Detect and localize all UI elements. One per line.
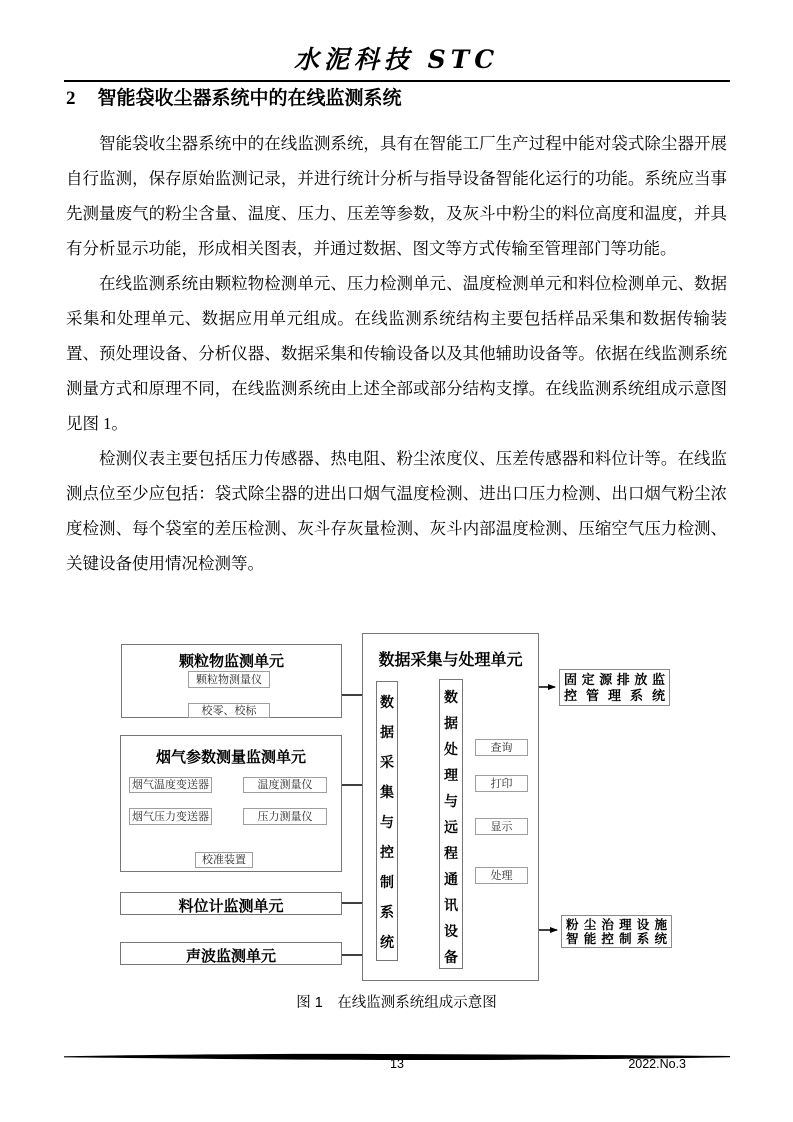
pressure-meter-box: 压力测量仪	[243, 808, 327, 825]
dust-control-line1: 粉尘治理设施	[566, 918, 667, 932]
body-text	[66, 126, 727, 581]
dust-control-system-box	[561, 915, 672, 948]
footer-issue: 2022.No.3	[628, 1057, 686, 1071]
calibration-device-box: 校准装置	[195, 852, 253, 868]
temp-transmitter-box: 烟气温度变送器	[129, 777, 212, 793]
output-print-box: 打印	[475, 775, 528, 792]
paragraph-3: 检测仪表主要包括压力传感器、热电阻、粉尘浓度仪、压差传感器和料位计等。在线监测点位至少应包括：袋式除尘器的进出口烟气温度检测、进出口压力检测、出口烟气粉尘浓度检测、每个袋室的差压检测、灰斗存灰量检测、灰斗内部温度检测、压缩空气压力检测、关键设备使用情况检测等。	[66, 449, 727, 573]
section-number: 2	[66, 88, 76, 109]
output-process-box: 处理	[475, 867, 528, 884]
data-processing-unit-title: 数据采集与处理单元	[378, 652, 523, 669]
processing-comms-equipment-box: 数据处理与远程通讯设备	[439, 679, 463, 969]
particle-unit-title: 颗粒物监测单元	[178, 653, 284, 670]
dust-control-line2: 智能控制系统	[566, 932, 667, 946]
output-query-box: 查询	[475, 739, 528, 756]
level-unit-box	[120, 892, 342, 915]
figure-caption: 图 1 在线监测系统组成示意图	[296, 995, 497, 1011]
flue-gas-unit-title: 烟气参数测量监测单元	[155, 749, 306, 766]
emission-management-line2: 控管理系统	[564, 688, 665, 703]
zero-calibration-box: 校零、校标	[188, 703, 270, 718]
figure-1-diagram	[0, 630, 793, 992]
acquisition-control-system-box: 数据采集与控制系统	[376, 681, 398, 961]
header-rule	[64, 80, 730, 82]
particle-meter-box: 颗粒物测量仪	[188, 671, 270, 688]
emission-management-system-box	[559, 669, 670, 706]
paragraph-1: 智能袋收尘器系统中的在线监测系统，具有在智能工厂生产过程中能对袋式除尘器开展自行监测，保存原始监测记录，并进行统计分析与指导设备智能化运行的功能。系统应当事先测量废气的粉尘含量、温度、压力、压差等参数，及灰斗中粉尘的料位高度和温度，并具有分析显示功能，形成相关图表，并通过数据、图文等方式传输至管理部门等功能。	[66, 134, 727, 258]
paragraph-2: 在线监测系统由颗粒物检测单元、压力检测单元、温度检测单元和料位检测单元、数据采集和处理单元、数据应用单元组成。在线监测系统结构主要包括样品采集和数据传输装置、预处理设备、分析仪器、数据采集和传输设备以及其他辅助设备等。依据在线监测系统测量方式和原理不同，在线监测系统由上述全部或部分结构支撑。在线监测系统组成示意图见图 1。	[66, 274, 727, 433]
section-heading	[66, 86, 726, 112]
temp-meter-box: 温度测量仪	[243, 777, 327, 793]
level-unit-title: 料位计监测单元	[178, 898, 284, 915]
acoustic-unit-box	[120, 942, 342, 965]
journal-title: 水泥科技 STC	[293, 45, 500, 74]
pressure-transmitter-box: 烟气压力变送器	[129, 808, 212, 825]
section-title: 智能袋收尘器系统中的在线监测系统	[97, 88, 402, 109]
acoustic-unit-title: 声波监测单元	[185, 948, 276, 965]
emission-management-line1: 固定源排放监	[564, 672, 665, 687]
output-display-box: 显示	[475, 818, 528, 835]
footer-page-number: 13	[390, 1057, 404, 1071]
